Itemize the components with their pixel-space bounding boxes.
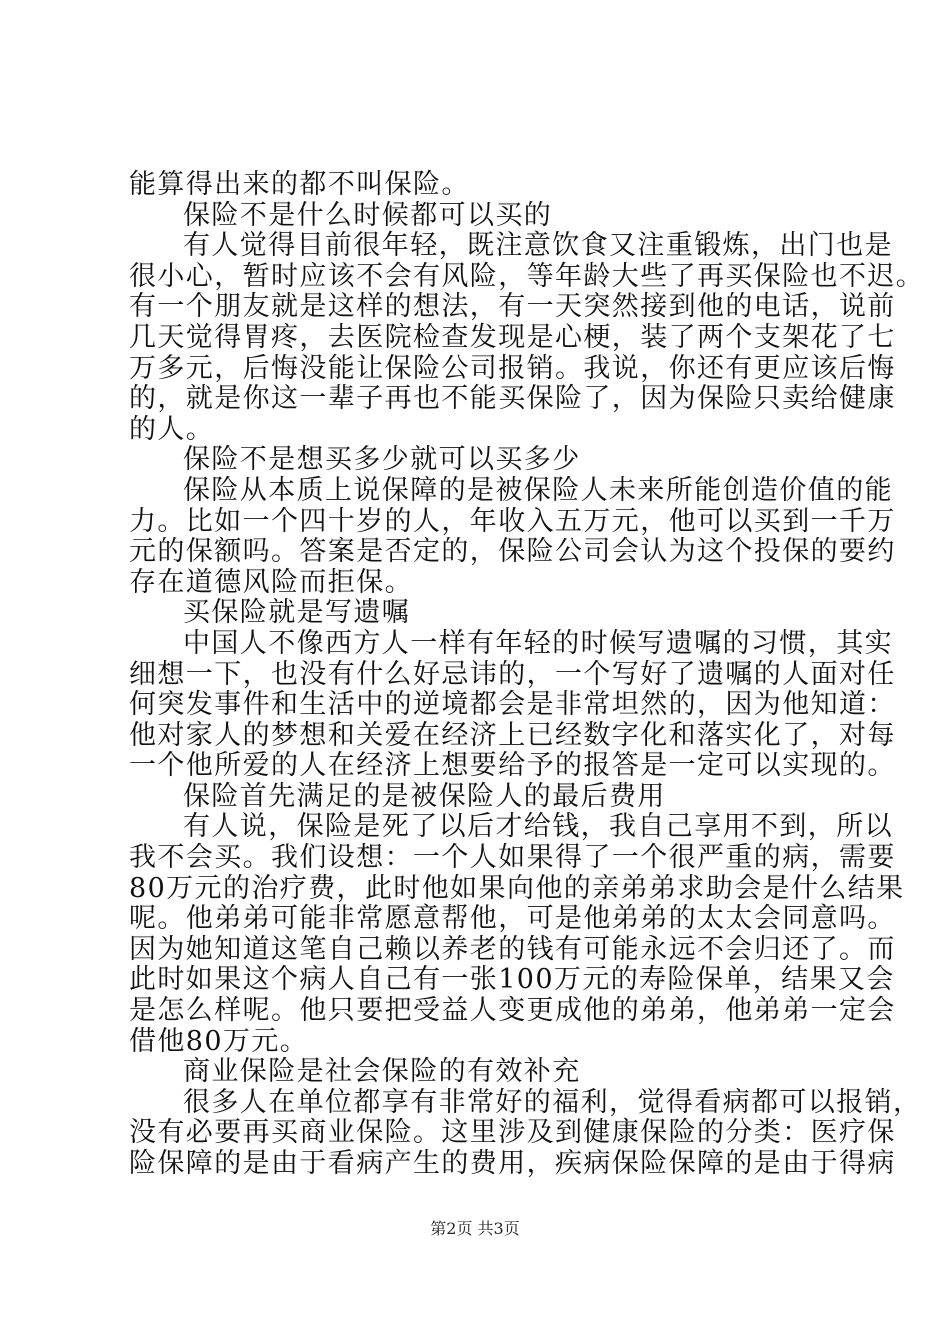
text-line: 一个他所爱的人在经济上想要给予的报答是一定可以实现的。 xyxy=(129,750,896,782)
text-line: 万多元，后悔没能让保险公司报销。我说，你还有更应该后悔 xyxy=(129,352,896,384)
text-line: 有一个朋友就是这样的想法，有一天突然接到他的电话，说前 xyxy=(129,291,896,323)
text-line: 呢。他弟弟可能非常愿意帮他，可是他弟弟的太太会同意吗。 xyxy=(129,903,896,935)
text-line: 因为她知道这笔自己赖以养老的钱有可能永远不会归还了。而 xyxy=(129,933,896,965)
text-line: 的人。 xyxy=(129,413,215,445)
text-line: 很小心，暂时应该不会有风险，等年龄大些了再买保险也不迟。 xyxy=(129,260,925,292)
text-line: 借他80万元。 xyxy=(129,1025,309,1057)
text-line: 保险不是想买多少就可以买多少 xyxy=(183,444,581,476)
text-line: 何突发事件和生活中的逆境都会是非常坦然的，因为他知道： xyxy=(129,689,896,721)
text-line: 此时如果这个病人自己有一张100万元的寿险保单，结果又会 xyxy=(129,964,895,996)
text-line: 保险首先满足的是被保险人的最后费用 xyxy=(183,780,666,812)
text-line: 存在道德风险而拒保。 xyxy=(129,566,413,598)
text-line: 买保险就是写遗嘱 xyxy=(183,597,411,629)
text-line: 中国人不像西方人一样有年轻的时候写遗嘱的习惯，其实 xyxy=(183,627,893,659)
text-line: 的，就是你这一辈子再也不能买保险了，因为保险只卖给健康 xyxy=(129,383,896,415)
text-line: 元的保额吗。答案是否定的，保险公司会认为这个投保的要约 xyxy=(129,536,896,568)
text-line: 几天觉得胃疼，去医院检查发现是心梗，装了两个支架花了七 xyxy=(129,321,896,353)
text-line: 保险从本质上说保障的是被保险人未来所能创造价值的能 xyxy=(183,474,893,506)
text-line: 险保障的是由于看病产生的费用，疾病保险保障的是由于得病 xyxy=(129,1148,896,1179)
text-line: 是怎么样呢。他只要把受益人变更成他的弟弟，他弟弟一定会 xyxy=(129,995,896,1027)
text-line: 我不会买。我们设想：一个人如果得了一个很严重的病，需要 xyxy=(129,842,896,874)
text-line: 商业保险是社会保险的有效补充 xyxy=(183,1056,581,1088)
text-line: 很多人在单位都享有非常好的福利，觉得看病都可以报销， xyxy=(183,1086,922,1118)
page-footer: 第2页 共3页 xyxy=(430,1219,520,1238)
text-line: 能算得出来的都不叫保险。 xyxy=(129,169,470,200)
text-line: 保险不是什么时候都可以买的 xyxy=(183,199,553,231)
document-body xyxy=(129,169,925,1180)
text-line: 有人说，保险是死了以后才给钱，我自己享用不到，所以 xyxy=(183,811,893,843)
text-line: 有人觉得目前很年轻，既注意饮食又注重锻炼，出门也是 xyxy=(183,230,893,262)
text-line: 力。比如一个四十岁的人，年收入五万元，他可以买到一千万 xyxy=(129,505,896,537)
text-line: 他对家人的梦想和关爱在经济上已经数字化和落实化了，对每 xyxy=(129,719,896,751)
text-line: 细想一下，也没有什么好忌讳的，一个写好了遗嘱的人面对任 xyxy=(129,658,896,690)
text-line: 没有必要再买商业保险。这里涉及到健康保险的分类：医疗保 xyxy=(129,1117,896,1149)
text-line: 80万元的治疗费，此时他如果向他的亲弟弟求助会是什么结果 xyxy=(129,872,905,904)
